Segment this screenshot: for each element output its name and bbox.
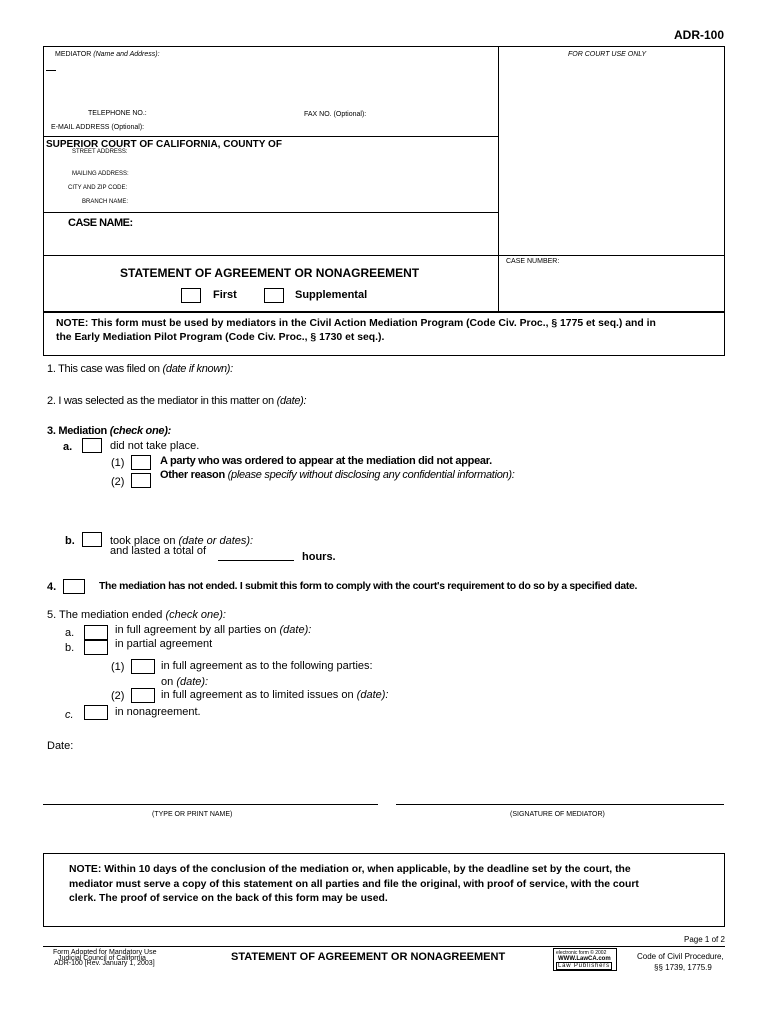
item-5a-text: in full agreement by all parties on (date): (115, 624, 312, 636)
date-label: Date: (47, 740, 74, 752)
item-3b-checkbox[interactable] (82, 532, 102, 547)
supplemental-checkbox[interactable] (264, 288, 284, 303)
item-2: 2. I was selected as the mediator in this matter on (date): (47, 395, 307, 407)
item-5b1-on: on (date): (161, 676, 209, 688)
item-3b-label: b. (65, 535, 75, 547)
note-bottom-line2: mediator must serve a copy of this statement on all parties and file the original, with proof of service, with the court (69, 879, 639, 890)
type-name-label: (TYPE OR PRINT NAME) (152, 811, 233, 818)
item-5b2-text: in full agreement as to limited issues on (date): (161, 689, 389, 701)
form-title: STATEMENT OF AGREEMENT OR NONAGREEMENT (120, 266, 420, 280)
item-3a1-checkbox[interactable] (131, 455, 151, 470)
item-5b1-text: in full agreement as to the following parties: (161, 660, 373, 672)
item-5a-label: a. (65, 627, 75, 639)
page-number: Page 1 of 2 (684, 935, 725, 944)
court-use-label: FOR COURT USE ONLY (568, 51, 647, 58)
item-3b-hours: hours. (302, 551, 336, 563)
item-3a2-text: Other reason (please specify without disclosing any confidential information): (160, 469, 515, 481)
form-number: ADR-100 (674, 28, 725, 42)
item-5b2-checkbox[interactable] (131, 688, 155, 703)
item-5: 5. The mediation ended (check one): (47, 609, 226, 621)
publisher-logo (553, 948, 617, 971)
mailing-label: MAILING ADDRESS: (72, 171, 129, 177)
first-checkbox[interactable] (181, 288, 201, 303)
item-3a1-text: A party who was ordered to appear at the mediation did not appear. (160, 455, 492, 467)
item-3a-text: did not take place. (110, 440, 200, 452)
item-5b1-checkbox[interactable] (131, 659, 155, 674)
email-label: E-MAIL ADDRESS (Optional): (51, 124, 145, 131)
item-5b1-num: (1) (111, 661, 125, 673)
note-top-line1: NOTE: This form must be used by mediators in the Civil Action Mediation Program (Code Civ. Proc., § 1775 et seq.) and in (56, 318, 656, 329)
mediator-label: MEDIATOR (Name and Address): (55, 51, 160, 58)
first-label: First (213, 289, 237, 301)
item-3: 3. Mediation (check one): (47, 425, 171, 437)
item-3b-text2: and lasted a total of (110, 545, 207, 557)
note-bottom-line3: clerk. The proof of service on the back of this form may be used. (69, 893, 388, 904)
note-bottom-line1: NOTE: Within 10 days of the conclusion of the mediation or, when applicable, by the deadline set by the court, the (69, 864, 631, 875)
logo-line1: electronic form © 2002 (556, 950, 607, 956)
logo-line3: Law Publishers (558, 963, 610, 969)
street-label: STREET ADDRESS: (72, 149, 128, 155)
item-5c-label: c. (65, 709, 74, 721)
telephone-label: TELEPHONE NO.: (88, 110, 147, 117)
signature-label: (SIGNATURE OF MEDIATOR) (510, 811, 605, 818)
item-5b-text: in partial agreement (115, 638, 213, 650)
case-name-label: CASE NAME: (68, 217, 133, 229)
note-top-line2: the Early Mediation Pilot Program (Code Civ. Proc., § 1730 et seq.). (56, 332, 385, 343)
branch-label: BRANCH NAME: (82, 199, 129, 205)
adopted-line1: Form Adopted for Mandatory Use (53, 949, 157, 956)
city-label: CITY AND ZIP CODE: (68, 185, 128, 191)
item-1: 1. This case was filed on (date if known): (47, 363, 233, 375)
item-4-checkbox[interactable] (63, 579, 85, 594)
case-number-label: CASE NUMBER: (506, 258, 560, 265)
code-line1: Code of Civil Procedure, (637, 952, 724, 961)
item-3a2-num: (2) (111, 476, 125, 488)
item-4-num: 4. (47, 581, 57, 593)
item-5c-text: in nonagreement. (115, 706, 201, 718)
fax-label: FAX NO. (Optional): (304, 111, 367, 118)
item-5b-checkbox[interactable] (84, 640, 108, 655)
adopted-line2: Judicial Council of California (58, 955, 146, 962)
logo-line2: WWW.LawCA.com (558, 956, 611, 962)
court-name-label: SUPERIOR COURT OF CALIFORNIA, COUNTY OF (46, 139, 282, 150)
item-5b2-num: (2) (111, 690, 125, 702)
code-line2: §§ 1739, 1775.9 (654, 963, 712, 972)
item-3a2-checkbox[interactable] (131, 473, 151, 488)
item-3a1-num: (1) (111, 457, 125, 469)
footer-title: STATEMENT OF AGREEMENT OR NONAGREEMENT (231, 951, 506, 963)
item-5b-label: b. (65, 642, 75, 654)
item-3b-text: took place on (date or dates): (110, 535, 254, 547)
item-3a-label: a. (63, 441, 73, 453)
form-revision: ADR-100 [Rev. January 1, 2003] (54, 960, 155, 967)
item-5a-checkbox[interactable] (84, 625, 108, 640)
item-3a-checkbox[interactable] (82, 438, 102, 453)
supplemental-label: Supplemental (295, 289, 368, 301)
item-5c-checkbox[interactable] (84, 705, 108, 720)
item-4-text: The mediation has not ended. I submit this form to comply with the court's requirement to do so by a specified date. (99, 581, 638, 592)
